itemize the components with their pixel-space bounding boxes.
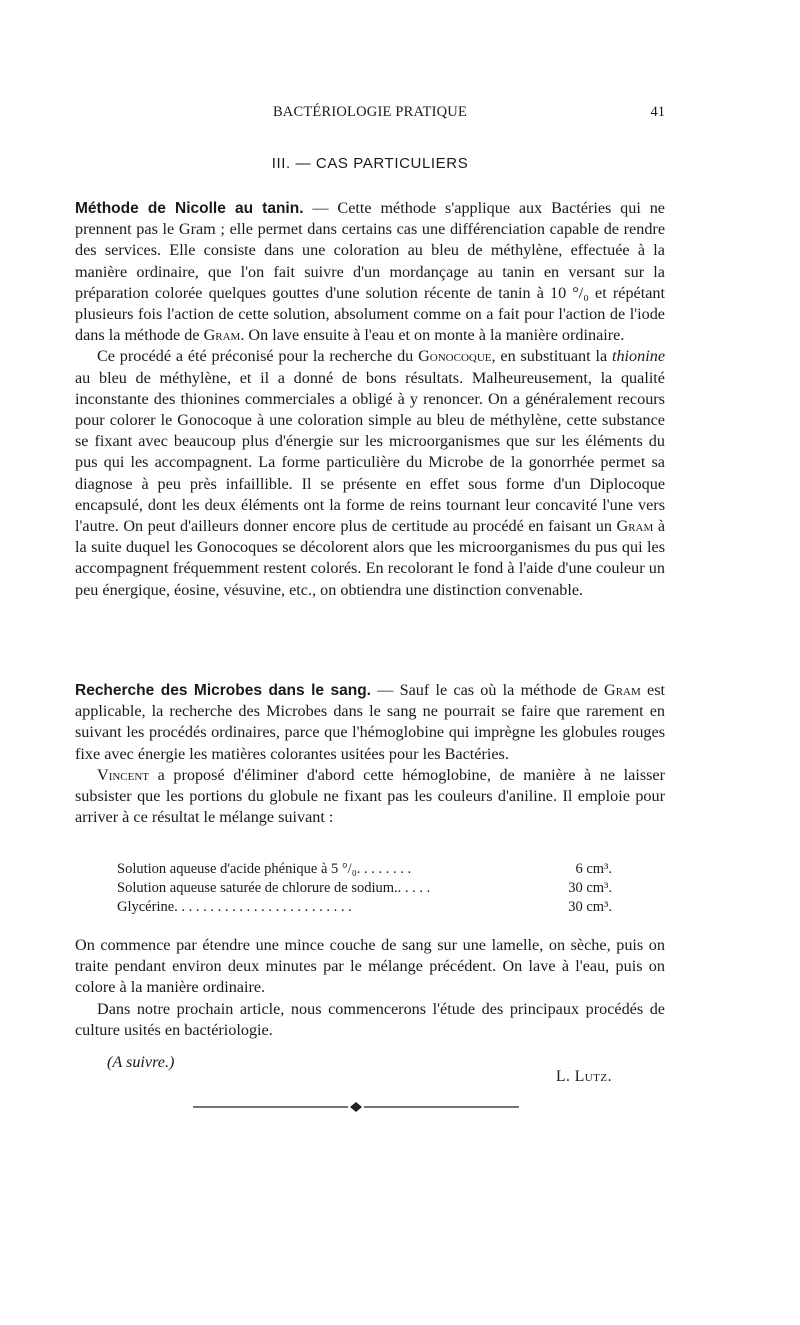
to-be-continued: (A suivre.): [107, 1053, 175, 1071]
procedure-section: [75, 935, 665, 1041]
page-number: 41: [650, 104, 665, 120]
blood-microbes-section: [75, 680, 665, 828]
author-signature: L. Lutz.: [556, 1068, 612, 1085]
formula-quantity: 6 cm³.: [575, 861, 612, 877]
paragraph-text: à la suite duquel les Gonocoques se décolorent alors que les microorganismes du pus qui les accompagnent fréquemment restent colorés. En recolorant le fond à l'aide d'une couleur un peu énergique, éosine, vésuvine, etc., on obtiendra une distinction convenable.: [75, 517, 666, 599]
paragraph: [75, 346, 665, 600]
paragraph-heading: Recherche des Microbes dans le sang.: [75, 682, 371, 699]
gram-name: Gram: [616, 517, 654, 536]
section-title: III. — CAS PARTICULIERS: [271, 155, 469, 172]
formula-row: [117, 879, 612, 898]
paragraph-text: , en substituant la: [491, 347, 612, 366]
paragraph: [75, 198, 665, 346]
paragraph: On commence par étendre une mince couche de sang sur une lamelle, on sèche, puis on traite pendant environ deux minutes par le mélange précédent. On lave à l'eau, puis on colore à la manière ordinaire.: [75, 936, 665, 997]
paragraph-text: Ce procédé a été préconisé pour la recherche du: [97, 347, 419, 366]
running-title: BACTÉRIOLOGIE PRATIQUE: [272, 104, 468, 120]
running-header: [75, 104, 665, 124]
paragraph-text: — Sauf le cas où la méthode de: [370, 681, 605, 699]
paragraph-text: . On lave ensuite à l'eau et on monte à la manière ordinaire.: [240, 326, 625, 345]
formula-table: [117, 860, 612, 917]
formula-row: [117, 898, 612, 917]
formula-ingredient: Solution aqueuse d'acide phénique à 5 °/₀. . . . . . . .: [117, 861, 412, 877]
paragraph: [75, 765, 665, 829]
vincent-name: Vincent: [97, 765, 150, 784]
formula-quantity: 30 cm³.: [568, 880, 612, 896]
closing-rule: [193, 1101, 519, 1113]
formula-ingredient: Solution aqueuse saturée de chlorure de sodium.. . . . .: [117, 880, 431, 896]
nicolle-method-section: [75, 198, 665, 601]
thionine-term: thionine: [611, 347, 666, 366]
paragraph: [75, 680, 665, 765]
gram-name: Gram: [203, 326, 241, 345]
rule-diamond: [350, 1102, 362, 1112]
paragraph-text: a proposé d'éliminer d'abord cette hémoglobine, de manière à ne laisser subsister que les portions du globule ne fixant pas les couleurs d'aniline. Il emploie pour arriver à ce résultat le mélange suivant :: [75, 765, 665, 827]
paragraph-text: au bleu de méthylène, et il a donné de bons résultats. Malheureusement, la qualité inconstante des thionines commerciales a obligé à y renoncer. On a généralement recours pour colorer le Gonocoque à une coloration simple au bleu de méthylène, cette substance se fixant avec beaucoup plus d'énergie sur les microorganismes que sur les éléments du pus qui les accompagnent. La forme particulière du Microbe de la gonorrhée permet sa diagnose à peu près infaillible. Il se présente en effet sous forme d'un Diplocoque encapsulé, dont les deux éléments ont la forme de reins tournant leur concavité l'une vers l'autre. On peut d'ailleurs donner encore plus de certitude au procédé en faisant un: [75, 368, 665, 536]
paragraph: Dans notre prochain article, nous commencerons l'étude des principaux procédés de culture usités en bactériologie.: [75, 999, 665, 1039]
formula-row: [117, 860, 612, 879]
gonocoque-name: Gonocoque: [418, 347, 492, 366]
gram-name: Gram: [604, 681, 641, 699]
paragraph-text: — Cette méthode s'applique aux Bactéries qui ne prennent pas le Gram ; elle permet dans certains cas une différenciation capable de rendre des services. Elle consiste dans une coloration au bleu de méthylène, effectuée à la manière ordinaire, que l'on fait suivre d'un mordançage au tanin en versant sur la préparation colorée quelques gouttes d'une solution récente de tanin à 10 °/₀ et répétant plusieurs fois l'action de cette solution, absolument comme on a fait pour l'action de l'iode dans la méthode de: [75, 199, 665, 345]
paragraph-heading: Méthode de Nicolle au tanin.: [75, 200, 304, 217]
paragraph-text: est applicable, la recherche des Microbes dans le sang ne pourrait se faire que rarement en suivant les procédés ordinaires, parce que l'hémoglobine qui imprègne les globules rouges fixe avec énergie les matières colorantes usitées pour les Bactéries.: [75, 681, 665, 763]
formula-ingredient: Glycérine. . . . . . . . . . . . . . . . . . . . . . . . .: [117, 899, 352, 915]
formula-quantity: 30 cm³.: [568, 899, 612, 915]
